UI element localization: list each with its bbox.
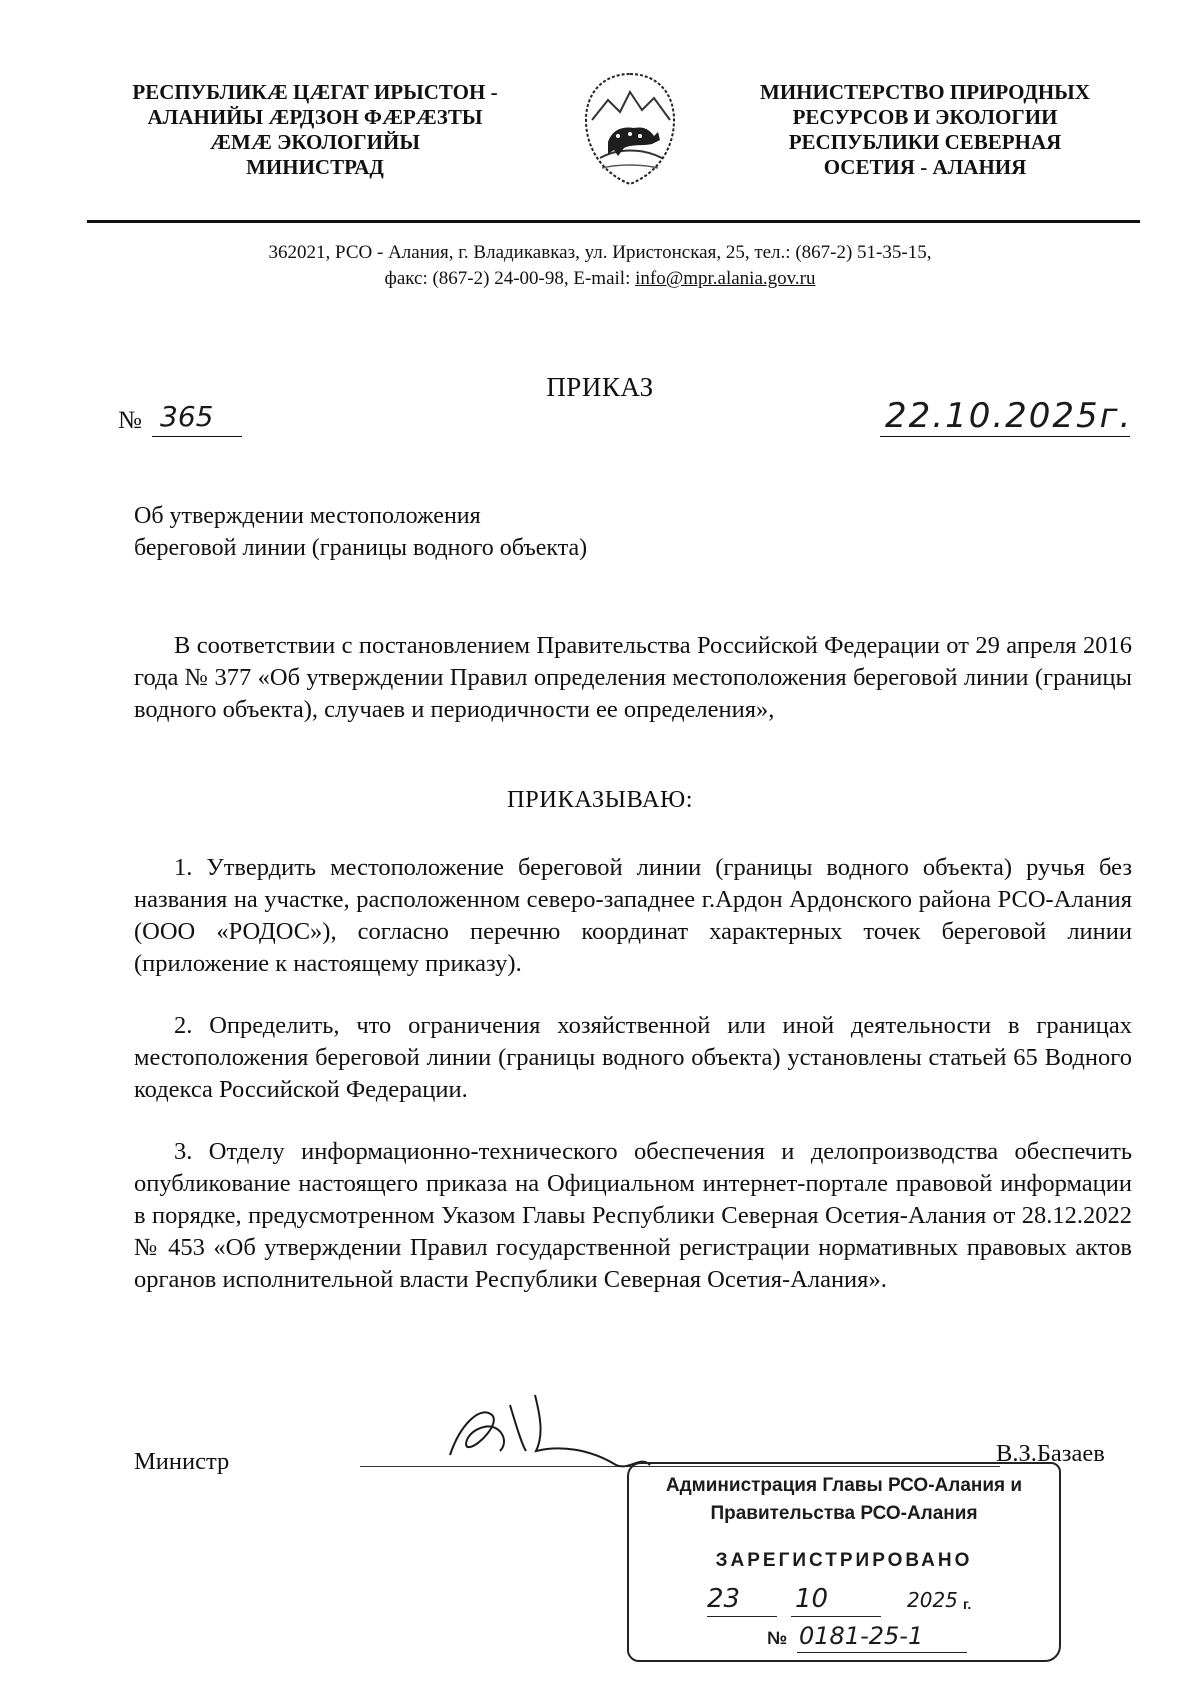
stamp-organization [629, 1472, 1059, 1528]
leopard-coat-of-arms-icon [578, 70, 682, 188]
stamp-day: 23 [707, 1584, 741, 1614]
stamp-number-value: 0181-25-1 [799, 1622, 924, 1650]
signer-position: Министр [134, 1448, 230, 1475]
legal-basis-paragraph: В соответствии с постановлением Правительства Российской Федерации от 29 апреля 2016 года № 377 «Об утверждении Правил определения местоположения береговой линии (границы водного объекта), случаев и периодичности ее определения», [134, 632, 1132, 723]
signer-name: В.З.Базаев [996, 1440, 1105, 1467]
stamp-year: 2025 [907, 1588, 958, 1612]
address-line: 362021, РСО - Алания, г. Владикавказ, ул. Иристонская, 25, тел.: (867-2) 51-35-15, [268, 242, 932, 263]
stamp-number-underline [797, 1652, 967, 1653]
order-number-label: № [118, 407, 142, 434]
subject-line: береговой линии (границы водного объекта) [134, 535, 588, 561]
ministry-name-russian [705, 80, 1145, 180]
ministry-name-ossetian [95, 80, 535, 180]
registration-stamp [627, 1462, 1061, 1662]
stamp-year-suffix: г. [963, 1596, 972, 1612]
order-date-value: 22.10.2025г. [885, 396, 1133, 436]
order-number-value: 365 [160, 400, 214, 433]
header-left-line: РЕСПУБЛИКÆ ЦÆГАТ ИРЫСТОН - [132, 80, 498, 104]
ministry-address [0, 240, 1200, 292]
fax-text: факс: (867-2) 24-00-98, E-mail: [384, 268, 636, 289]
stamp-org-line: Администрация Главы РСО-Алания и [665, 1475, 1023, 1496]
order-item-3: 3. Отделу информационно-технического обеспечения и делопроизводства обеспечить опубликование настоящего приказа на Официальном интернет-портале правовой информации в порядке, предусмотренном Указом Главы Республики Северная Осетия-Алания от 28.12.2022 № 453 «Об утверждении Правил государственной регистрации нормативных правовых актов органов исполнительной власти Республики Северная Осетия-Алания». [134, 1138, 1132, 1293]
stamp-month-underline [791, 1616, 881, 1617]
stamp-registration-number [767, 1622, 1027, 1654]
subject-line: Об утверждении местоположения [134, 503, 481, 529]
stamp-org-line: Правительства РСО-Алания [710, 1503, 978, 1524]
header-right-line: МИНИСТЕРСТВО ПРИРОДНЫХ [760, 80, 1090, 104]
email-link[interactable]: info@mpr.alania.gov.ru [635, 268, 816, 289]
decree-heading: ПРИКАЗЫВАЮ: [506, 786, 694, 813]
stamp-status: ЗАРЕГИСТРИРОВАНО [715, 1550, 973, 1571]
order-number-underline [152, 436, 242, 437]
header-right-line: ОСЕТИЯ - АЛАНИЯ [823, 155, 1027, 179]
order-date-underline [880, 436, 1130, 437]
stamp-month: 10 [795, 1584, 829, 1614]
header-divider [87, 220, 1140, 223]
header-right-line: РЕСУРСОВ И ЭКОЛОГИИ [792, 105, 1058, 129]
stamp-number-label: № [767, 1628, 788, 1648]
header-left-line: МИНИСТРАД [246, 155, 384, 179]
header-right-line: РЕСПУБЛИКИ СЕВЕРНАЯ [788, 130, 1062, 154]
stamp-date [707, 1584, 1007, 1620]
address-line [0, 266, 1200, 292]
stamp-day-underline [707, 1616, 777, 1617]
document-title: ПРИКАЗ [546, 372, 654, 402]
order-item-2: 2. Определить, что ограничения хозяйственной или иной деятельности в границах местоположения береговой линии (границы водного объекта) установлены статьей 65 Водного кодекса Российской Федерации. [134, 1012, 1132, 1103]
header-left-line: ÆМÆ ЭКОЛОГИЙЫ [210, 130, 420, 154]
order-subject [134, 500, 587, 564]
header-left-line: АЛАНИЙЫ ÆРДЗОН ФÆРÆЗТЫ [147, 105, 483, 129]
order-item-1: 1. Утвердить местоположение береговой линии (границы водного объекта) ручья без названия на участке, расположенном северо-западнее г.Ардон Ардонского района РСО-Алания (ООО «РОДОС»), согласно перечню координат характерных точек береговой линии (приложение к настоящему приказу). [134, 854, 1132, 977]
